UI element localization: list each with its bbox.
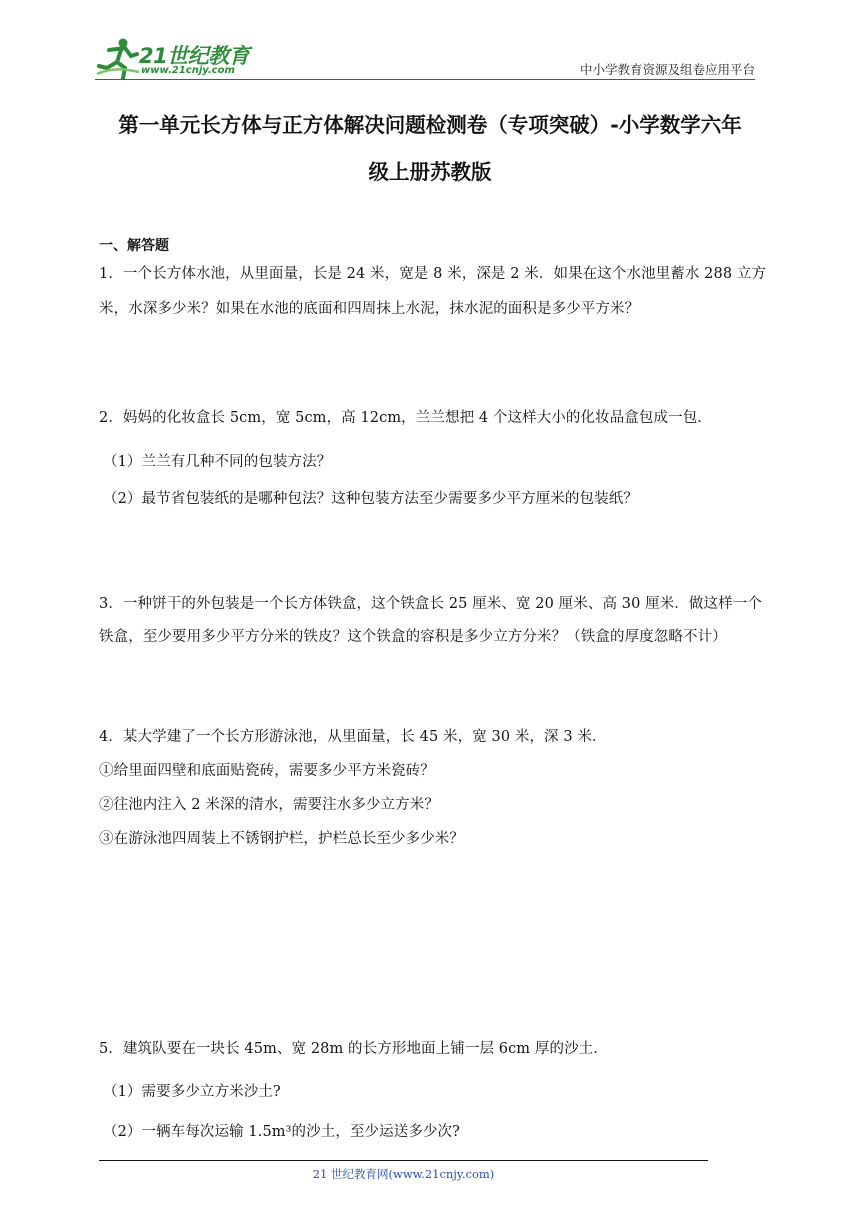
question-4-line-1: 4．某大学建了一个长方形游泳池，从里面量，长 45 米，宽 30 米，深 3 米．	[99, 729, 607, 745]
question-2-line-1: 2．妈妈的化妆盒长 5cm，宽 5cm，高 12cm，兰兰想把 4 个这样大小的化妆品盒包成一包．	[99, 410, 712, 426]
question-2-sub-1: （1）兰兰有几种不同的包装方法？	[103, 454, 332, 470]
page-title-line-1: 第一单元长方体与正方体解决问题检测卷（专项突破）-小学数学六年	[118, 113, 742, 137]
question-2-sub-2: （2）最节省包装纸的是哪种包法？这种包装方法至少需要多少平方厘米的包装纸？	[103, 491, 638, 507]
question-4-item-1: ①给里面四壁和底面贴瓷砖，需要多少平方米瓷砖？	[99, 763, 435, 779]
question-5-sub-2: （2）一辆车每次运输 1.5m³的沙土，至少运送多少次?	[103, 1124, 461, 1140]
logo-url: www.21cnjy.com	[141, 65, 235, 76]
question-4-item-2: ②往池内注入 2 米深的清水，需要注水多少立方米？	[99, 797, 439, 813]
footer-link[interactable]: 21 世纪教育网(www.21cnjy.com)	[312, 1167, 495, 1181]
question-3-line-2: 铁盒，至少要用多少平方分米的铁皮？这个铁盒的容积是多少立方分米？（铁盒的厚度忽略不计）	[99, 629, 727, 645]
site-logo[interactable]	[95, 36, 265, 80]
runner-logo-icon	[95, 36, 141, 80]
footer-divider	[99, 1160, 708, 1161]
question-1-line-1: 1．一个长方体水池，从里面量，长是 24 米，宽是 8 米，深是 2 米．如果在这个水池里蓄水 288 立方	[99, 266, 767, 282]
question-4-item-3: ③在游泳池四周装上不锈钢护栏，护栏总长至少多少米？	[99, 831, 464, 847]
question-5-line-1: 5．建筑队要在一块长 45m、宽 28m 的长方形地面上铺一层 6cm 厚的沙土．	[99, 1041, 608, 1057]
section-heading: 一、解答题	[99, 238, 169, 254]
question-1-line-2: 米，水深多少米？如果在水池的底面和四周抹上水泥，抹水泥的面积是多少平方米？	[99, 301, 640, 317]
question-3-line-1: 3．一种饼干的外包装是一个长方体铁盒，这个铁盒长 25 厘米、宽 20 厘米、高 30 厘米．做这样一个	[99, 596, 762, 612]
question-5-sub-1: （1）需要多少立方米沙土?	[103, 1084, 281, 1100]
logo-text: 21世纪教育	[139, 44, 250, 68]
header-divider	[95, 79, 755, 80]
page-title-line-2: 级上册苏教版	[368, 160, 492, 184]
header-platform-text: 中小学教育资源及组卷应用平台	[579, 62, 755, 77]
